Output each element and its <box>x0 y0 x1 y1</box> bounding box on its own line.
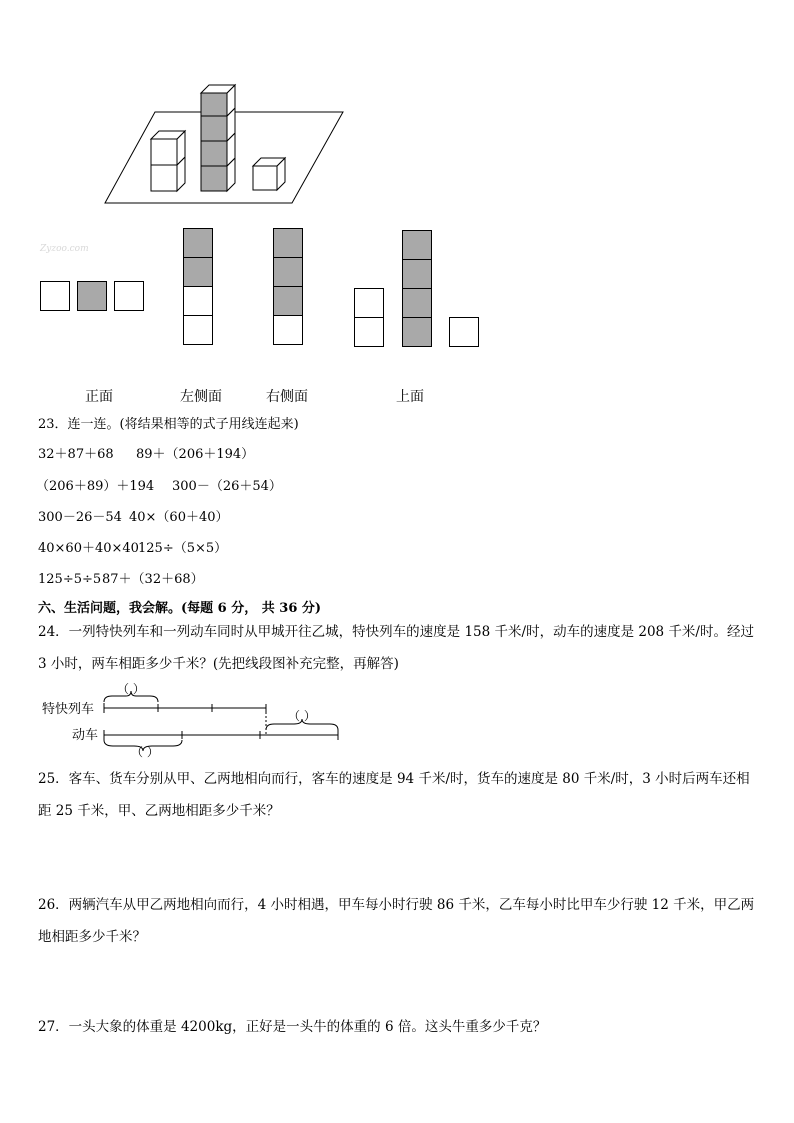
q23-title: 23．连一连。(将结果相等的式子用线连起来) <box>38 417 299 432</box>
label-left-view: 左侧面 <box>180 389 222 405</box>
label-right-view: 右侧面 <box>266 389 308 405</box>
label-front-view: 正面 <box>85 389 113 405</box>
q25-text-line2: 距 25 千米，甲、乙两地相距多少千米？ <box>38 803 280 819</box>
q23-right-expr-3[interactable]: 40×（60＋40） <box>129 510 229 525</box>
q27-text-line1: 27．一头大象的体重是 4200kg，正好是一头牛的体重的 6 倍。这头牛重多少千克？ <box>38 1019 547 1035</box>
q26-text-line1: 26．两辆汽车从甲乙两地相向而行，4 小时相遇，甲车每小时行驶 86 千米，乙车每小时比甲车少行驶 12 千米，甲乙两 <box>38 897 755 913</box>
q23-left-expr-1[interactable]: 32＋87＋68 <box>38 447 114 462</box>
q24-text-line2: 3 小时，两车相距多少千米？(先把线段图补充完整，再解答) <box>38 656 399 672</box>
q23-right-expr-2[interactable]: 300－（26＋54） <box>172 479 282 494</box>
q23-right-expr-4[interactable]: 125÷（5×5） <box>138 541 228 556</box>
q23-right-expr-5[interactable]: 87＋（32＋68） <box>102 572 204 587</box>
q26-text-line2: 地相距多少千米？ <box>38 929 146 945</box>
q23-left-expr-3[interactable]: 300－26－54 <box>38 510 122 525</box>
blank-bullet-speed[interactable]: （ ） <box>131 745 159 759</box>
q25-text-line1: 25．客车、货车分别从甲、乙两地相向而行，客车的速度是 94 千米/时，货车的速度是 80 千米/时，3 小时后两车还相 <box>38 771 750 787</box>
section-6-heading: 六、生活问题，我会解。(每题 6 分， 共 36 分) <box>38 601 322 616</box>
watermark: Zyzoo.com <box>40 244 89 254</box>
q23-left-expr-4[interactable]: 40×60＋40×40 <box>38 541 139 556</box>
q23-right-expr-1[interactable]: 89＋（206＋194） <box>136 447 255 462</box>
label-top-view: 上面 <box>396 389 424 405</box>
blank-distance-gap[interactable]: （ ） <box>288 709 316 723</box>
blank-express-speed[interactable]: （ ） <box>117 682 145 696</box>
q23-left-expr-2[interactable]: （206＋89）＋194 <box>36 479 155 494</box>
label-bullet-train: 动车 <box>72 728 99 743</box>
q24-text-line1: 24．一列特快列车和一列动车同时从甲城开往乙城，特快列车的速度是 158 千米/时，动车的速度是 208 千米/时。经过 <box>38 624 754 640</box>
label-express-train: 特快列车 <box>42 702 95 717</box>
q23-left-expr-5[interactable]: 125÷5÷5 <box>38 572 102 587</box>
